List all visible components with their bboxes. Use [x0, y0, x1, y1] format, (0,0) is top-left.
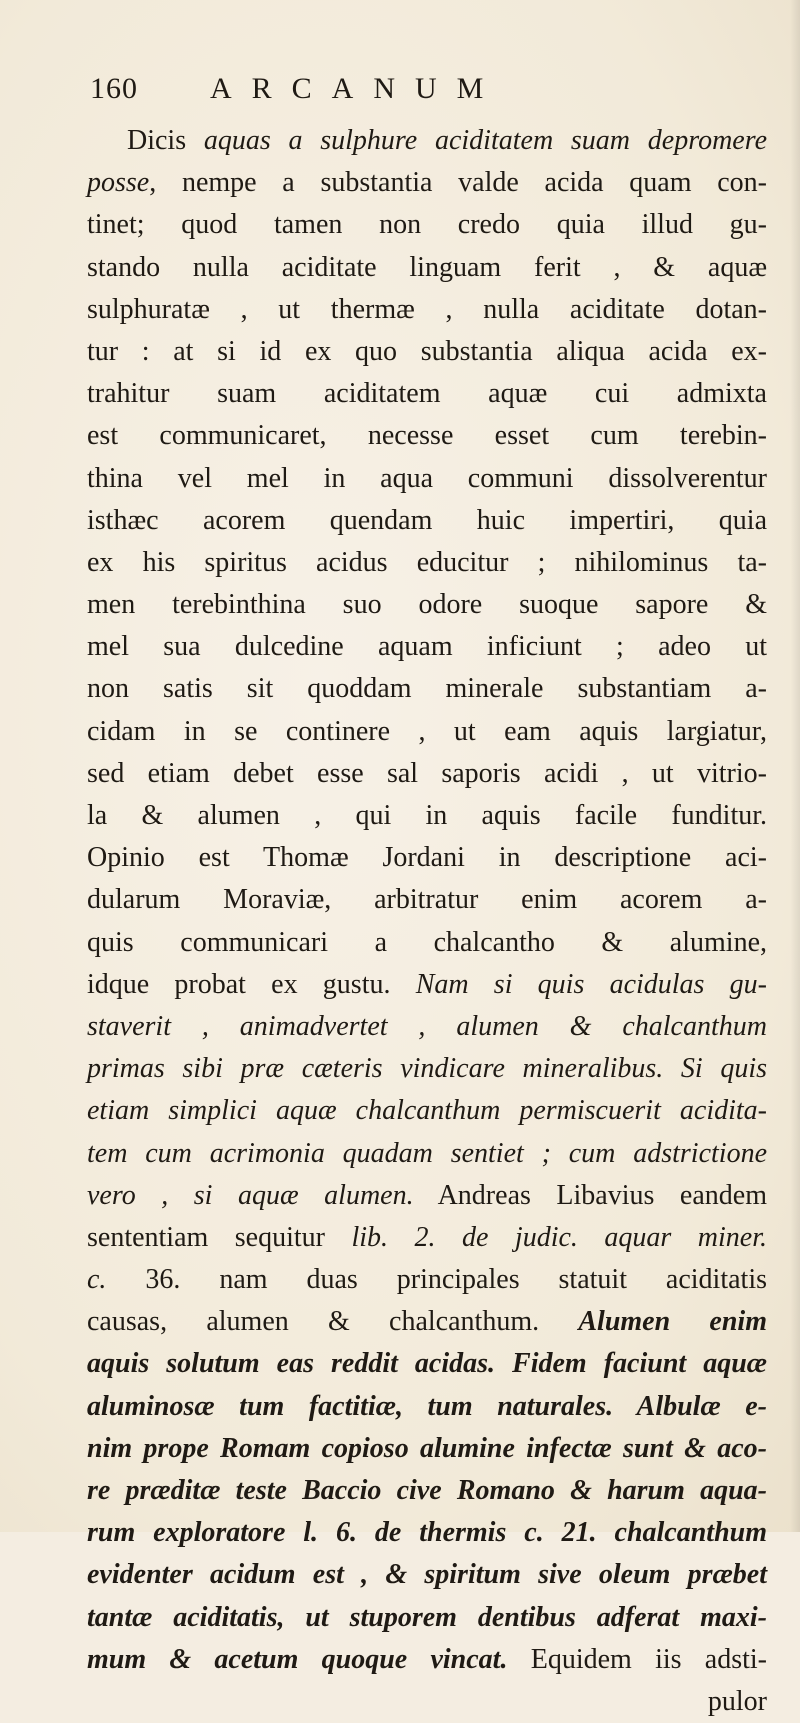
text-run: Opinio est Thomæ Jordani in descriptione aci-	[87, 842, 767, 874]
text-line	[87, 795, 767, 837]
text-run: staverit , animadvertet , alumen & chalcanthum	[87, 1010, 767, 1042]
page-edge-shadow	[790, 0, 800, 1532]
text-line	[87, 753, 767, 795]
text-run: sententiam sequitur	[87, 1221, 352, 1253]
text-line	[87, 247, 767, 289]
text-line	[87, 1259, 767, 1301]
text-line	[87, 626, 767, 668]
text-run: est communicaret, necesse esset cum terebin-	[87, 420, 767, 452]
text-run: Dicis	[127, 125, 204, 156]
text-run: lib. 2. de judic. aquar miner.	[351, 1221, 767, 1253]
text-run: sed etiam debet esse sal saporis acidi , ut vitrio-	[87, 757, 767, 789]
text-run: trahitur suam aciditatem aquæ cui admixta	[87, 378, 767, 410]
text-line	[87, 542, 767, 584]
text-run: dularum Moraviæ, arbitratur enim acorem a-	[87, 884, 767, 916]
text-run: c.	[87, 1264, 107, 1296]
text-run: etiam simplici aquæ chalcanthum permiscuerit acidita-	[87, 1095, 767, 1127]
text-line	[87, 1048, 767, 1090]
text-line	[87, 1006, 767, 1048]
text-line	[87, 584, 767, 626]
text-run: 36. nam duas principales statuit aciditatis	[106, 1264, 767, 1296]
text-line	[87, 1428, 767, 1470]
text-run: tantæ aciditatis, ut stuporem dentibus adferat maxi-	[87, 1601, 767, 1633]
text-run: rum exploratore l. 6. de thermis c. 21. chalcanthum	[87, 1517, 767, 1549]
text-run: Nam si quis acidulas gu-	[415, 968, 767, 1000]
text-line	[87, 1386, 767, 1428]
text-run: tem cum acrimonia quadam sentiet ; cum adstrictione	[87, 1137, 767, 1169]
text-run: idque probat ex gustu.	[87, 968, 416, 1000]
text-line	[87, 837, 767, 879]
text-line	[87, 879, 767, 921]
text-line	[87, 1597, 767, 1639]
text-line	[87, 964, 767, 1006]
text-run: re præditæ teste Baccio cive Romano & harum aqua-	[87, 1475, 767, 1506]
text-line	[87, 1217, 767, 1259]
text-line	[87, 331, 767, 373]
text-run: tinet; quod tamen non credo quia illud gu-	[87, 209, 767, 241]
text-run: vero , si aquæ alumen.	[87, 1179, 414, 1211]
text-run: sulphuratæ , ut thermæ , nulla aciditate dotan-	[87, 293, 767, 325]
text-run: aquas a sulphure aciditatem suam depromere	[203, 125, 767, 156]
catchword: pulor	[707, 1685, 767, 1717]
text-line	[87, 1133, 767, 1175]
text-run: evidenter acidum est , & spiritum sive oleum præbet	[87, 1559, 767, 1591]
text-run: cidam in se continere , ut eam aquis largiatur,	[87, 715, 767, 747]
page-number: 160	[90, 72, 138, 105]
text-run: Equidem iis adsti-	[507, 1643, 767, 1675]
running-title: ARCANUM	[210, 72, 504, 105]
text-run: stando nulla aciditate linguam ferit , & aquæ	[87, 251, 767, 283]
text-run: mum & acetum quoque vincat.	[87, 1643, 508, 1675]
text-line	[87, 373, 767, 415]
text-line	[87, 1639, 767, 1681]
text-run: , nempe a substantia valde acida quam con-	[149, 167, 767, 199]
text-run: nim prope Romam copioso alumine infectæ sunt & aco-	[87, 1432, 767, 1464]
text-run: primas sibi præ cæteris vindicare mineralibus. Si quis	[87, 1053, 767, 1085]
text-run: ex his spiritus acidus educitur ; nihilominus ta-	[87, 546, 767, 578]
text-run: la & alumen , qui in aquis facile funditur.	[87, 800, 767, 831]
text-line	[87, 1512, 767, 1554]
text-line	[87, 458, 767, 500]
text-run: thina vel mel in aqua communi dissolverentur	[87, 462, 767, 494]
text-line	[87, 668, 767, 710]
text-run: aquis solutum eas reddit acidas. Fidem faciunt aquæ	[87, 1348, 767, 1380]
text-run: Alumen enim	[578, 1306, 767, 1338]
text-run: posse	[87, 167, 150, 199]
text-line	[87, 1301, 767, 1343]
text-line	[87, 162, 767, 204]
text-line	[87, 1554, 767, 1596]
text-line	[87, 289, 767, 331]
text-run: quis communicari a chalcantho & alumine,	[87, 926, 767, 958]
text-line	[87, 711, 767, 753]
text-run: mel sua dulcedine aquam inficiunt ; adeo ut	[87, 631, 767, 663]
body-text	[87, 120, 767, 1723]
text-line	[87, 204, 767, 246]
text-run: men terebinthina suo odore suoque sapore &	[87, 589, 767, 621]
text-line	[87, 1343, 767, 1385]
text-line	[87, 1090, 767, 1132]
text-line	[87, 120, 767, 162]
page-header	[90, 72, 740, 112]
text-run: Andreas Libavius eandem	[413, 1179, 767, 1211]
text-run: non satis sit quoddam minerale substantiam a-	[87, 673, 767, 705]
text-line	[87, 415, 767, 457]
text-run: causas, alumen & chalcanthum.	[87, 1306, 579, 1338]
text-run: tur : at si id ex quo substantia aliqua acida ex-	[87, 335, 767, 367]
text-line	[87, 1175, 767, 1217]
text-line	[87, 500, 767, 542]
text-run: aluminosæ tum factitiæ, tum naturales. Albulæ e-	[87, 1390, 767, 1422]
text-run: isthæc acorem quendam huic impertiri, quia	[87, 504, 767, 536]
text-line	[87, 922, 767, 964]
text-line	[87, 1470, 767, 1512]
